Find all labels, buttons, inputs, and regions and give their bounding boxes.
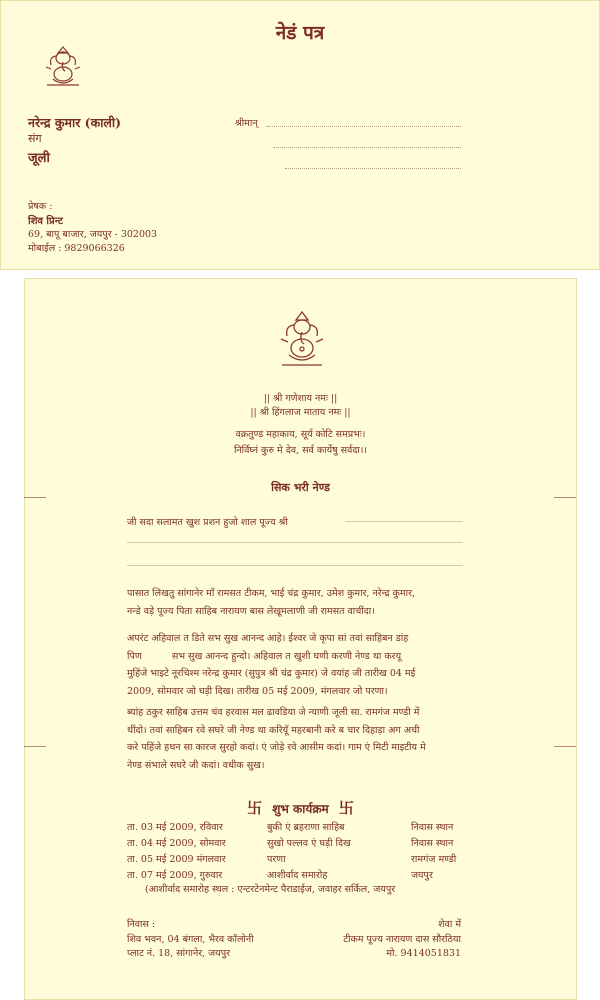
with-word: संग [28, 132, 42, 145]
event-name: सुखो पल्लव एं घड़ी दिख [267, 838, 351, 849]
event-venue: निवास स्थान [411, 822, 454, 833]
invocation-ganesh: || श्री गणेशाय नमः || [263, 393, 338, 404]
shloka-line-1: वक्रतुण्ड महाकाय, सूर्य कोटि समप्रभः। [235, 429, 366, 440]
paragraph-1: पासात लिखतु सांगानेर माँ रामसत टीकम, भाई चंद्र कुमार, उमेश कुमार, नरेन्द्र कुमार, नन्डे वड़े पूज्य पिता साहिब नारायण बास लेखूमलाणी जी रामसत वाचींदा। [127, 588, 415, 617]
ganesh-icon [41, 43, 85, 89]
residence-label: निवास : [127, 919, 156, 930]
events-heading: शुभ कार्यक्रम [272, 802, 329, 816]
address-line[interactable] [273, 147, 461, 148]
residence-address: प्लाट नं. 18, सांगानेर, जयपुर [127, 948, 230, 959]
fold-mark [24, 746, 46, 747]
shloka-line-2: निर्विघ्नं कुरु मे देव, सर्व कार्येषु सर्वदा।। [233, 445, 368, 456]
sender-name: नरेन्द्र कुमार (काली) [28, 115, 122, 130]
event-name: परणा [267, 854, 286, 865]
addressee-label: श्रीमान् [235, 118, 258, 129]
partner-name: जूली [28, 151, 50, 166]
card-heading: सिक भरी नेण्ड [271, 481, 330, 494]
event-date: ता. 03 मई 2009, रविवार [127, 822, 223, 833]
paragraph-3: ब्यांह ठकुर साहिब उत्तम चंव हरवास मल ढावडिया जे न्याणी जूली सा. रामगंज मण्डी में थींदो। तवां साहिबन रवे सघरे जी नेण्ड था करियूँ महरबानी करे ब चार दिहाड़ा अग अची करे पहिंजे हथन सा कारज सुरहो कदां। एं जोड़े रवे आसीम कदां। गाम एं मिटी माइटीय मे नेण्ड संभाले सघरे जी कदां। वधीक सुख। [127, 707, 426, 771]
shop-address: 69, बापू बाजार, जयपुर - 302003 [28, 229, 158, 240]
envelope-title: नेडं पत्र [275, 22, 325, 44]
name-line[interactable] [127, 565, 463, 566]
event-date: ता. 05 मई 2009 मंगलवार [127, 854, 226, 865]
invocation-hinglaj: || श्री हिंगलाज माताय नमः || [250, 407, 351, 418]
name-line[interactable] [345, 521, 463, 522]
ganesh-icon [276, 309, 328, 369]
envelope-panel [0, 0, 600, 270]
invitation-card [24, 278, 577, 1000]
event-venue: निवास स्थान [411, 838, 454, 849]
service-mobile: मो. 9414051831 [386, 948, 461, 959]
swastika-icon: 卐 [338, 799, 354, 817]
service-name: टीकम पूज्य नारायण दास सौरठिया [343, 934, 461, 945]
fold-mark [24, 497, 46, 498]
shop-mobile: मोबाईल : 9829066326 [28, 243, 125, 254]
event-name: बुकी एं ब्रहराणा साहिब [267, 822, 345, 833]
fold-mark [554, 746, 576, 747]
reception-venue: (आशीर्वाद समारोह स्थल : एन्टरटेनमेन्ट पैराडाईज, जवाहर सर्किल, जयपुर [145, 884, 396, 895]
name-line[interactable] [127, 542, 463, 543]
salutation-line: जी सदा सलामत खुश प्रशन हुजो शाल पूज्य श्री [127, 517, 288, 528]
event-name: आशीर्वाद समारोह [267, 870, 328, 881]
service-label: शेवा में [438, 919, 461, 930]
paragraph-2: अपरंट अहिवाल त डिते सभ सुख आनन्द आहे। ईश्वर जे कृपा सां तवां साहिबन डांह पिण सभ सुख आनन्द हुन्दो। अहिवाल त खुशी घणी करणी नेण्ड था करयू मुहिंजे भाइटे नूरचिश्म नरेन्द्र कुमार (सुपुत्र श्री चंद्र कुमार) जे वयांह जी तारीख 04 मई 2009, सोमवार जो घड़ी दिख। तारीख 05 मई 2009, मंगलवार जो परणा। [127, 633, 416, 697]
residence-address: शिव भवन, 04 बंगला, भैरव कॉलोनी [127, 934, 254, 945]
address-line[interactable] [267, 126, 461, 127]
events-heading-row [25, 797, 576, 818]
event-venue: रामगंज मण्डी [411, 854, 457, 865]
event-venue: जयपुर [411, 870, 433, 881]
swastika-icon: 卐 [247, 799, 263, 817]
from-label: प्रेषक : [28, 201, 53, 212]
fold-mark [554, 497, 576, 498]
event-date: ता. 07 मई 2009, गुरुवार [127, 870, 223, 881]
shop-name: शिव प्रिन्ट [28, 216, 63, 227]
address-line[interactable] [285, 168, 461, 169]
event-date: ता. 04 मई 2009, सोमवार [127, 838, 226, 849]
